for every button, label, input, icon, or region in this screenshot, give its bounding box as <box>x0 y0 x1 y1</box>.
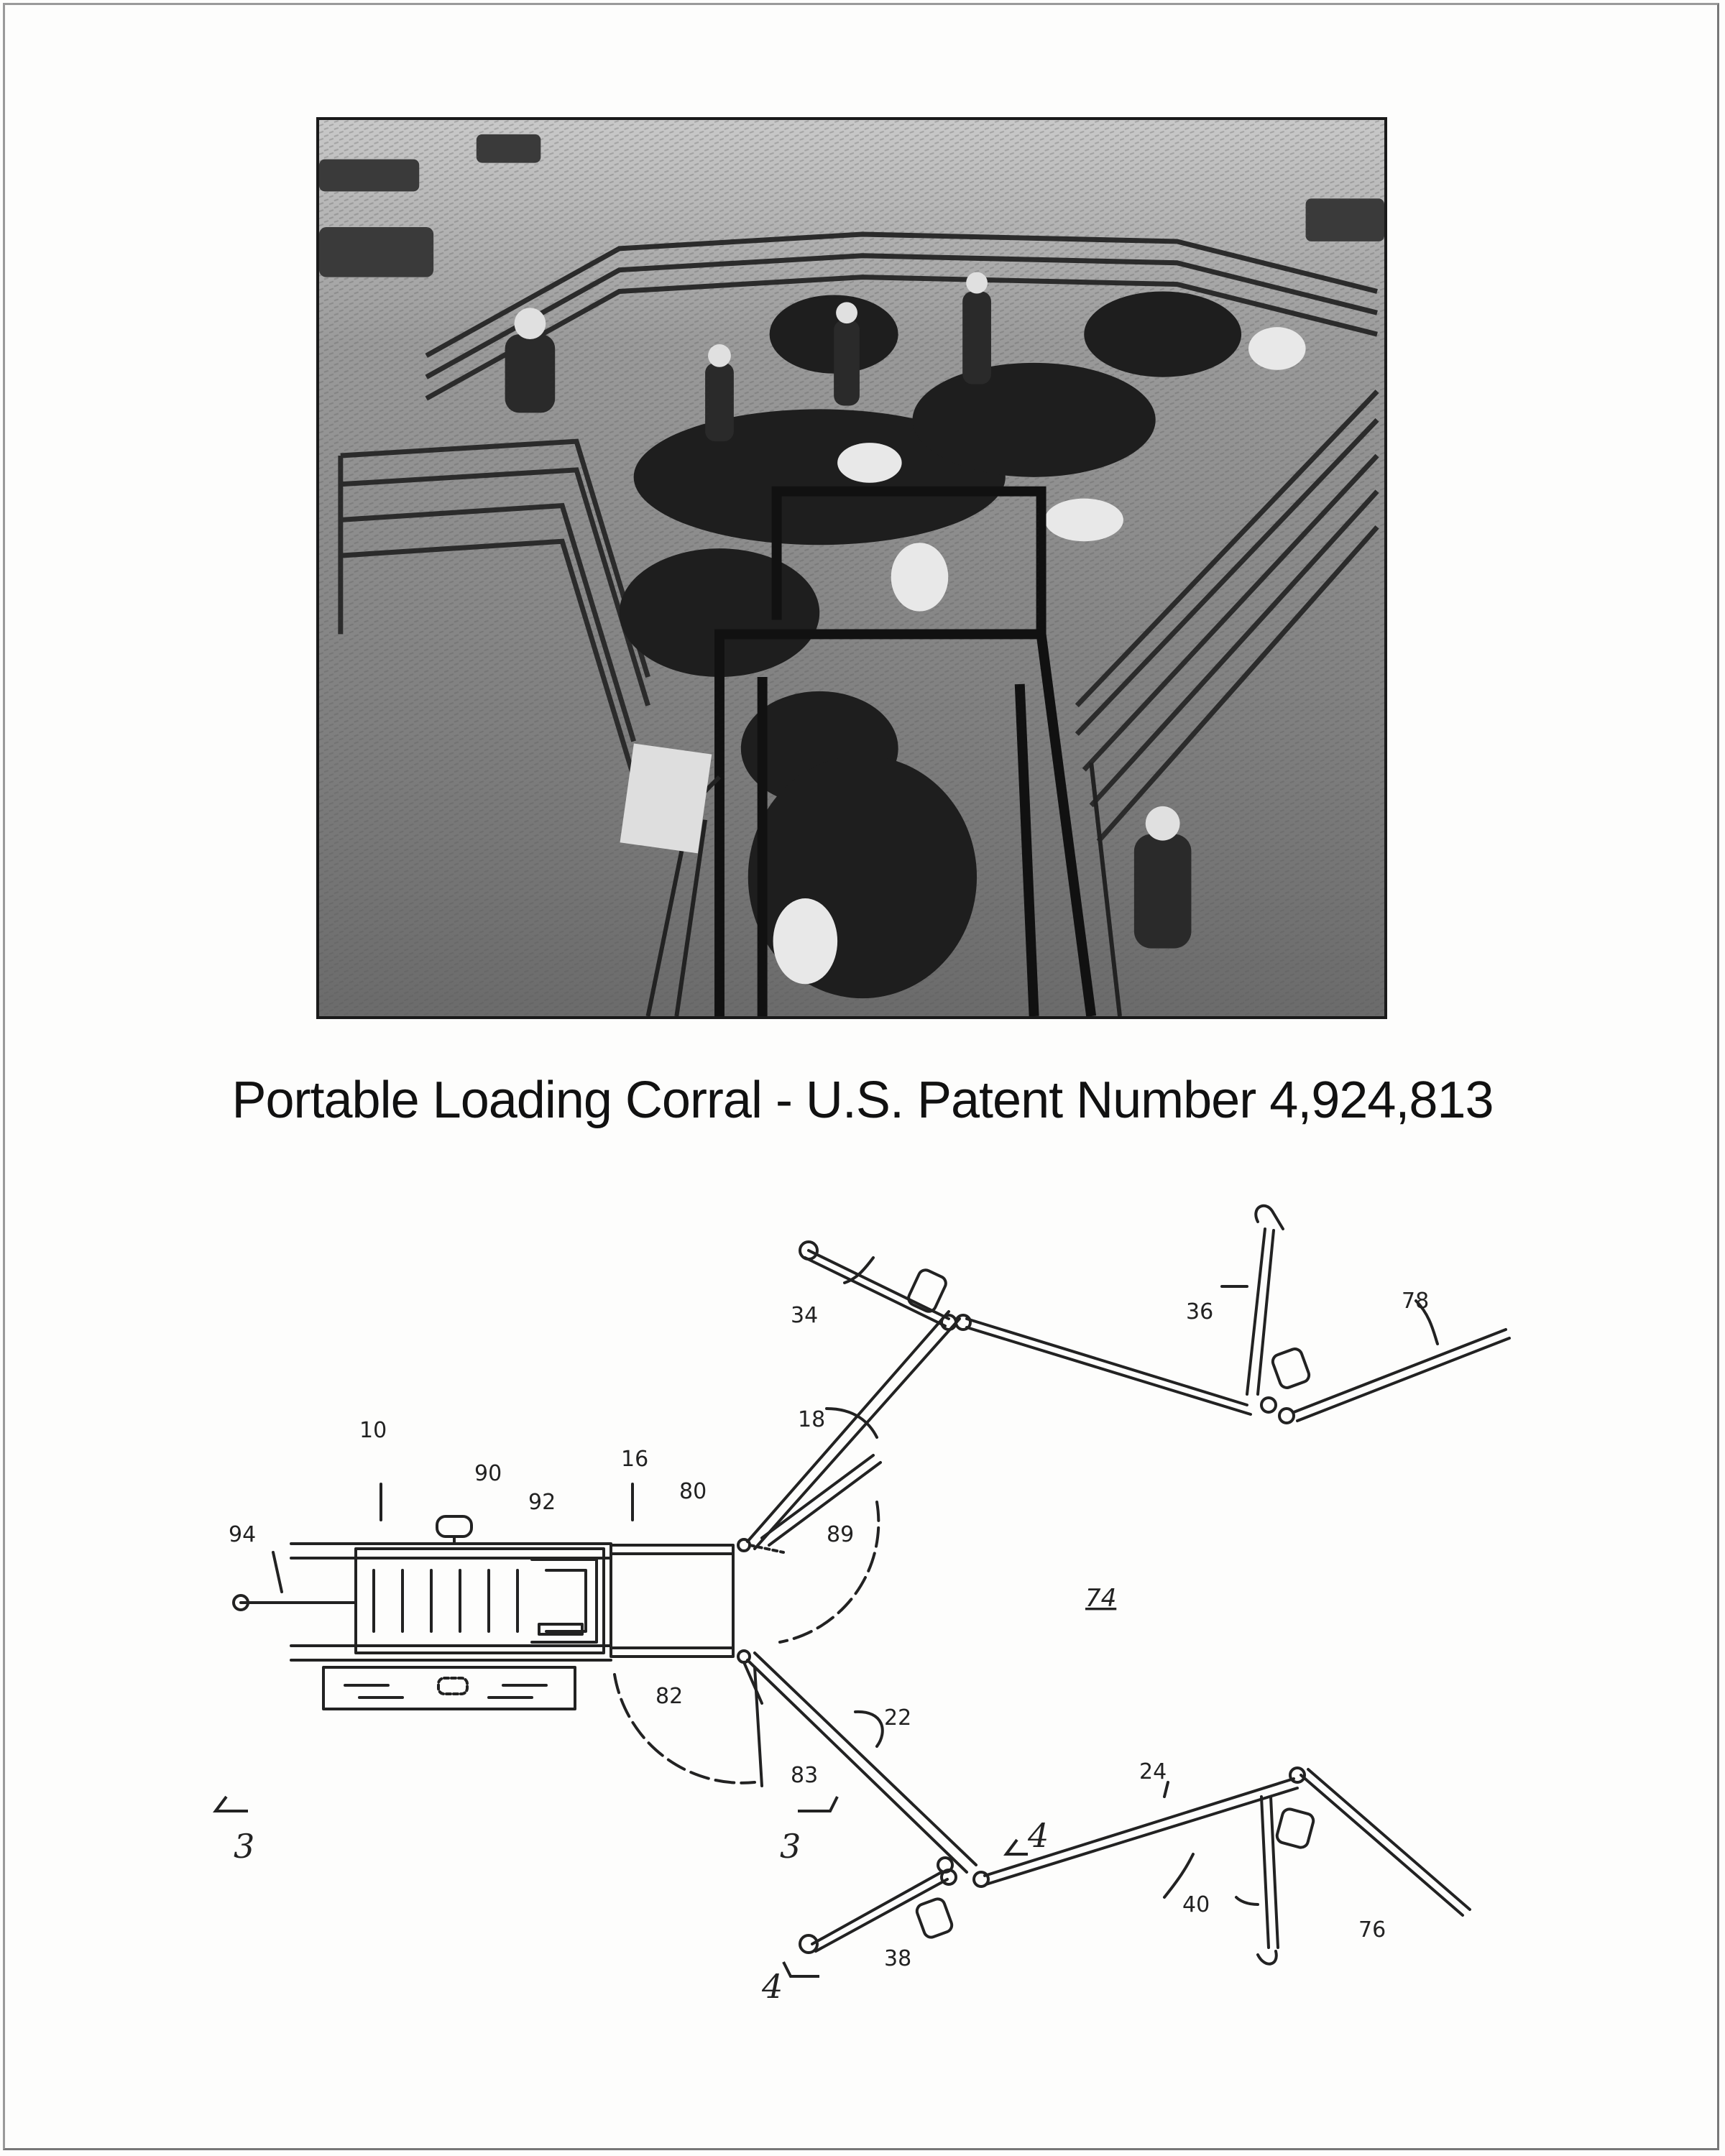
patent-diagram-svg <box>0 1179 1725 2113</box>
ref-76: 76 <box>1358 1917 1386 1943</box>
panel-18 <box>748 1312 960 1549</box>
ref-78: 78 <box>1402 1289 1430 1314</box>
panel-36 <box>1247 1206 1311 1394</box>
panel-34 <box>800 1242 970 1330</box>
ref-16: 16 <box>621 1447 649 1472</box>
caption: Portable Loading Corral - U.S. Patent Number 4,924,813 <box>231 1072 1494 1129</box>
ref-83: 83 <box>791 1763 819 1788</box>
ref-38: 38 <box>884 1946 912 1971</box>
patent-diagram <box>0 1179 1725 2113</box>
ref-18: 18 <box>798 1407 826 1432</box>
ref-34: 34 <box>791 1303 819 1328</box>
panel-38 <box>800 1858 956 1953</box>
ref-82: 82 <box>656 1684 684 1709</box>
ref-36: 36 <box>1186 1299 1214 1325</box>
ref-24: 24 <box>1139 1759 1167 1784</box>
panel-24 <box>974 1768 1305 1886</box>
section-4-bottom: 4 <box>762 1967 783 2006</box>
trailer-10 <box>234 1516 611 1709</box>
section-4-top: 4 <box>1028 1816 1049 1855</box>
ref-94: 94 <box>229 1522 257 1547</box>
ref-10: 10 <box>359 1418 387 1443</box>
panel-76 <box>1301 1769 1470 1915</box>
ref-22: 22 <box>884 1705 912 1731</box>
corral-box-16 <box>611 1539 783 1703</box>
ref-89: 89 <box>827 1522 855 1547</box>
ref-80: 80 <box>679 1479 707 1504</box>
section-3-left: 3 <box>234 1827 255 1866</box>
section-3-right: 3 <box>780 1827 801 1866</box>
corral-photo-illustration <box>319 120 1384 1016</box>
panel-40 <box>1258 1797 1315 1964</box>
ref-90: 90 <box>474 1461 502 1486</box>
panel-78 <box>967 1319 1509 1423</box>
ref-74: 74 <box>1085 1584 1117 1613</box>
ref-92: 92 <box>528 1490 556 1515</box>
corral-photo <box>316 117 1387 1019</box>
ref-40: 40 <box>1182 1892 1210 1917</box>
